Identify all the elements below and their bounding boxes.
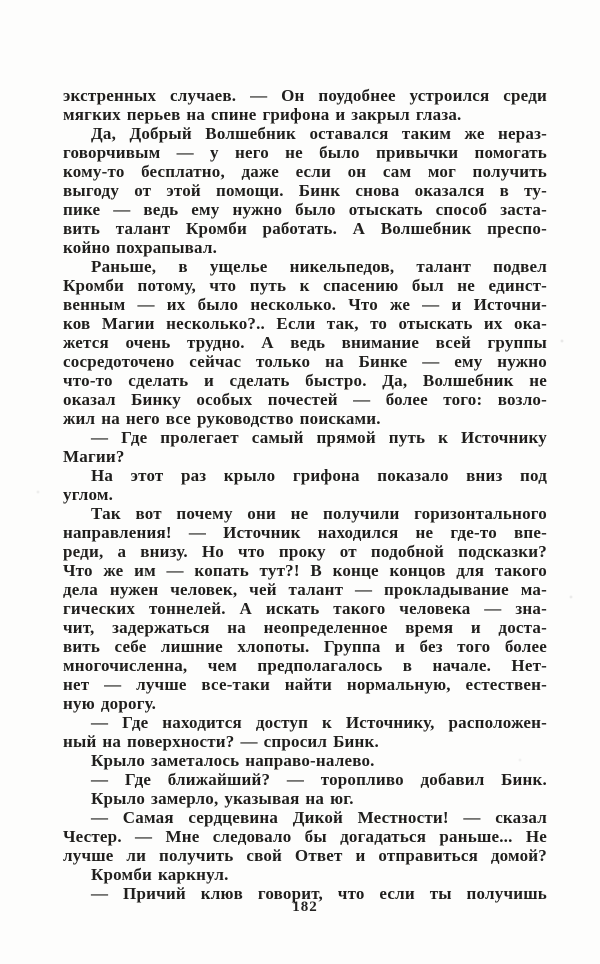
text-line: Кромби потому, что путь к спасению был не единст- [63, 276, 547, 295]
text-line: нет — лучше все-таки найти нормальную, естествен- [63, 675, 547, 694]
text-line: — Где ближайший? — торопливо добавил Бинк. [91, 770, 547, 789]
text-column [63, 86, 547, 903]
text-line: ков Магии несколько?.. Если так, то отыскать их ока- [63, 314, 547, 333]
text-line: Магии? [63, 447, 125, 466]
text-line: сосредоточено сейчас только на Бинке — ему нужно [63, 352, 547, 371]
text-line: Честер. — Мне следовало бы догадаться раньше... Не [63, 827, 547, 846]
text-line: — Самая сердцевина Дикой Местности! — сказал [91, 808, 547, 827]
text-line: жил на него все руководство поисками. [63, 409, 381, 428]
text-line: ный на поверхности? — спросил Бинк. [63, 732, 379, 751]
text-line: чит, задержаться на неопределенное время и доста- [63, 618, 547, 637]
text-line: кому-то бесплатно, даже если он сам мог получить [63, 162, 547, 181]
text-line: дела нужен человек, чей талант — прокладывание ма- [63, 580, 547, 599]
text-line: экстренных случаев. — Он поудобнее устроился среди [63, 86, 547, 105]
text-line: Да, Добрый Волшебник оставался таким же нераз- [91, 124, 547, 143]
text-line: углом. [63, 485, 114, 504]
text-line: Так вот почему они не получили горизонтального [91, 504, 547, 523]
text-line: — Где пролегает самый прямой путь к Источнику [91, 428, 547, 447]
text-line: Крыло заметалось направо-налево. [91, 751, 375, 770]
text-line: что-то сделать и сделать быстро. Да, Волшебник не [63, 371, 547, 390]
text-line: оказал Бинку особых почестей — более того: возло- [63, 390, 547, 409]
text-line: ную дорогу. [63, 694, 157, 713]
text-line: лучше ли получить свой Ответ и отправиться домой? [63, 846, 547, 865]
text-line: — Причий клюв говорит, что если ты получишь [91, 884, 547, 903]
text-line: На этот раз крыло грифона показало вниз под [91, 466, 547, 485]
text-line: Крыло замерло, указывая на юг. [91, 789, 354, 808]
text-line: выгоду от этой помощи. Бинк снова оказался в ту- [63, 181, 547, 200]
text-line: Кромби каркнул. [91, 865, 229, 884]
text-line: мягких перьев на спине грифона и закрыл глаза. [63, 105, 462, 124]
text-line: Раньше, в ущелье никельпедов, талант подвел [91, 257, 547, 276]
text-line: Что же им — копать тут?! В конце концов для такого [63, 561, 547, 580]
text-line: койно похрапывал. [63, 238, 218, 257]
text-line: пике — ведь ему нужно было отыскать способ заста- [63, 200, 547, 219]
text-line: направления! — Источник находился не где-то впе- [63, 523, 547, 542]
text-line: гических тоннелей. А искать такого человека — зна- [63, 599, 547, 618]
text-line: венным — их было несколько. Что же — и Источни- [63, 295, 547, 314]
text-line: — Где находится доступ к Источнику, расположен- [91, 713, 547, 732]
page-number: 182 [292, 899, 318, 915]
text-line: жется очень трудно. А ведь внимание всей группы [63, 333, 547, 352]
text-line: вить себе лишние хлопоты. Группа и без того более [63, 637, 547, 656]
text-line: говорчивым — у него не было привычки помогать [63, 143, 547, 162]
text-line: многочисленна, чем предполагалось в начале. Нет- [63, 656, 547, 675]
text-line: реди, а внизу. Но что проку от подобной подсказки? [63, 542, 547, 561]
text-line: вить талант Кромби работать. А Волшебник преспо- [63, 219, 547, 238]
